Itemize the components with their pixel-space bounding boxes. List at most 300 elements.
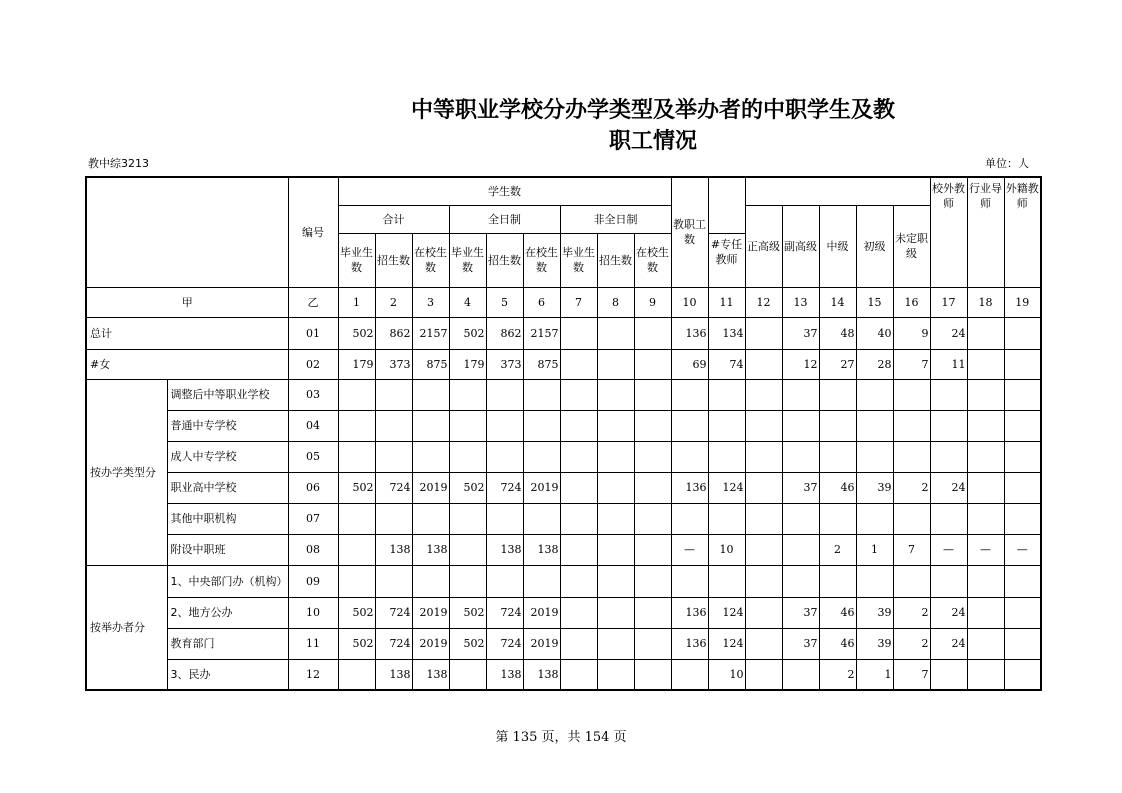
data-cell bbox=[597, 472, 634, 503]
data-cell bbox=[560, 534, 597, 565]
index-cell: 8 bbox=[597, 287, 634, 317]
data-cell bbox=[1004, 349, 1041, 379]
data-cell bbox=[967, 349, 1004, 379]
data-cell: 724 bbox=[375, 472, 412, 503]
data-cell bbox=[745, 410, 782, 441]
group-label: 按举办者分 bbox=[86, 565, 167, 690]
data-cell bbox=[967, 659, 1004, 690]
row-label: 普通中专学校 bbox=[167, 410, 288, 441]
data-cell bbox=[634, 379, 671, 410]
header-junior: 初级 bbox=[856, 205, 893, 287]
row-code: 08 bbox=[288, 534, 338, 565]
data-cell bbox=[412, 410, 449, 441]
row-label: 调整后中等职业学校 bbox=[167, 379, 288, 410]
index-cell: 6 bbox=[523, 287, 560, 317]
data-cell bbox=[671, 441, 708, 472]
data-cell bbox=[967, 565, 1004, 597]
table-row bbox=[86, 628, 1041, 659]
data-cell: 724 bbox=[375, 597, 412, 628]
data-cell: 2019 bbox=[523, 597, 560, 628]
data-cell: 46 bbox=[819, 597, 856, 628]
data-cell bbox=[597, 317, 634, 349]
data-cell bbox=[523, 410, 560, 441]
data-cell bbox=[1004, 379, 1041, 410]
data-cell: 179 bbox=[449, 349, 486, 379]
header-inschool: 在校生数 bbox=[412, 233, 449, 287]
data-cell: 502 bbox=[338, 597, 375, 628]
data-cell: 124 bbox=[708, 628, 745, 659]
header-parttime: 非全日制 bbox=[560, 205, 671, 233]
data-cell bbox=[745, 503, 782, 534]
data-cell bbox=[523, 379, 560, 410]
data-cell bbox=[634, 472, 671, 503]
data-cell bbox=[856, 441, 893, 472]
index-cell: 19 bbox=[1004, 287, 1041, 317]
data-cell bbox=[412, 565, 449, 597]
header-grad: 毕业生数 bbox=[560, 233, 597, 287]
data-cell: 7 bbox=[893, 349, 930, 379]
data-cell: 138 bbox=[486, 534, 523, 565]
header-students: 学生数 bbox=[338, 177, 671, 205]
data-cell: 74 bbox=[708, 349, 745, 379]
data-cell bbox=[856, 379, 893, 410]
data-cell bbox=[560, 349, 597, 379]
data-cell bbox=[708, 379, 745, 410]
index-cell: 15 bbox=[856, 287, 893, 317]
data-cell bbox=[486, 565, 523, 597]
data-cell bbox=[930, 410, 967, 441]
data-cell: 179 bbox=[338, 349, 375, 379]
unit-label: 单位：人 bbox=[985, 157, 1029, 170]
row-label: 总计 bbox=[86, 317, 288, 349]
index-cell: 1 bbox=[338, 287, 375, 317]
data-cell bbox=[671, 503, 708, 534]
data-cell: 24 bbox=[930, 597, 967, 628]
data-cell bbox=[967, 628, 1004, 659]
index-cell: 14 bbox=[819, 287, 856, 317]
data-cell bbox=[597, 659, 634, 690]
data-cell: 24 bbox=[930, 628, 967, 659]
data-cell: 40 bbox=[856, 317, 893, 349]
data-cell bbox=[930, 441, 967, 472]
data-cell bbox=[745, 441, 782, 472]
data-cell bbox=[708, 565, 745, 597]
data-cell bbox=[634, 628, 671, 659]
data-cell bbox=[671, 565, 708, 597]
data-cell bbox=[1004, 472, 1041, 503]
data-cell bbox=[560, 379, 597, 410]
data-cell bbox=[708, 410, 745, 441]
index-cell: 7 bbox=[560, 287, 597, 317]
data-cell bbox=[1004, 565, 1041, 597]
data-cell bbox=[819, 441, 856, 472]
data-cell: 862 bbox=[486, 317, 523, 349]
data-cell bbox=[338, 379, 375, 410]
data-cell bbox=[449, 503, 486, 534]
index-cell: 13 bbox=[782, 287, 819, 317]
header-fulltime-teacher: #专任教师 bbox=[708, 233, 745, 287]
data-cell: 2019 bbox=[412, 597, 449, 628]
data-cell: 502 bbox=[449, 628, 486, 659]
row-label: #女 bbox=[86, 349, 288, 379]
data-cell bbox=[412, 441, 449, 472]
index-cell: 16 bbox=[893, 287, 930, 317]
data-cell bbox=[560, 472, 597, 503]
data-cell bbox=[671, 659, 708, 690]
index-cell: 10 bbox=[671, 287, 708, 317]
header-total: 合计 bbox=[338, 205, 449, 233]
data-cell: 862 bbox=[375, 317, 412, 349]
data-cell: 10 bbox=[708, 659, 745, 690]
header-enroll: 招生数 bbox=[597, 233, 634, 287]
data-cell: 134 bbox=[708, 317, 745, 349]
data-cell bbox=[967, 317, 1004, 349]
data-cell bbox=[745, 379, 782, 410]
table-row bbox=[86, 441, 1041, 472]
table-row bbox=[86, 472, 1041, 503]
data-cell: 2019 bbox=[412, 628, 449, 659]
data-cell: 373 bbox=[375, 349, 412, 379]
header-staff: 教职工数 bbox=[671, 177, 708, 287]
data-cell bbox=[634, 441, 671, 472]
data-cell: 138 bbox=[375, 534, 412, 565]
data-cell bbox=[634, 410, 671, 441]
data-cell: 502 bbox=[338, 317, 375, 349]
data-cell: 502 bbox=[449, 472, 486, 503]
report-title-line1: 中等职业学校分办学类型及举办者的中职学生及教 bbox=[410, 98, 895, 123]
data-cell bbox=[338, 410, 375, 441]
data-cell: 2019 bbox=[523, 472, 560, 503]
data-cell bbox=[375, 565, 412, 597]
data-cell: 2 bbox=[893, 628, 930, 659]
data-cell bbox=[745, 565, 782, 597]
data-cell: 138 bbox=[523, 659, 560, 690]
data-cell bbox=[893, 503, 930, 534]
data-cell bbox=[449, 410, 486, 441]
data-cell bbox=[967, 441, 1004, 472]
data-cell bbox=[375, 379, 412, 410]
data-cell bbox=[560, 659, 597, 690]
data-cell bbox=[819, 565, 856, 597]
data-cell: 39 bbox=[856, 597, 893, 628]
data-cell bbox=[597, 597, 634, 628]
group-label: 按办学类型分 bbox=[86, 379, 167, 565]
data-cell bbox=[745, 472, 782, 503]
data-cell bbox=[486, 410, 523, 441]
data-cell: 138 bbox=[523, 534, 560, 565]
data-cell bbox=[634, 597, 671, 628]
index-cell: 4 bbox=[449, 287, 486, 317]
table-row bbox=[86, 565, 1041, 597]
header-senior: 正高级 bbox=[745, 205, 782, 287]
index-cell: 17 bbox=[930, 287, 967, 317]
header-teacher-blank bbox=[708, 177, 745, 233]
data-cell bbox=[338, 659, 375, 690]
data-cell bbox=[745, 317, 782, 349]
header-blank bbox=[86, 177, 288, 287]
data-cell bbox=[745, 597, 782, 628]
data-cell bbox=[671, 379, 708, 410]
data-cell: 2157 bbox=[412, 317, 449, 349]
data-cell: 875 bbox=[412, 349, 449, 379]
header-foreign: 外籍教师 bbox=[1004, 177, 1041, 287]
data-cell bbox=[560, 597, 597, 628]
data-cell bbox=[634, 503, 671, 534]
data-cell bbox=[819, 410, 856, 441]
row-code: 11 bbox=[288, 628, 338, 659]
row-label: 其他中职机构 bbox=[167, 503, 288, 534]
data-cell: 124 bbox=[708, 472, 745, 503]
data-cell bbox=[338, 441, 375, 472]
data-cell bbox=[893, 565, 930, 597]
data-cell bbox=[782, 534, 819, 565]
data-cell bbox=[597, 565, 634, 597]
table-row bbox=[86, 597, 1041, 628]
data-cell bbox=[745, 349, 782, 379]
data-cell bbox=[375, 410, 412, 441]
data-cell: 9 bbox=[893, 317, 930, 349]
data-cell bbox=[930, 503, 967, 534]
header-middle: 中级 bbox=[819, 205, 856, 287]
data-cell: 37 bbox=[782, 472, 819, 503]
data-cell bbox=[449, 379, 486, 410]
data-cell: 46 bbox=[819, 628, 856, 659]
data-cell: 138 bbox=[412, 534, 449, 565]
header-title-blank bbox=[745, 177, 930, 205]
data-cell bbox=[1004, 410, 1041, 441]
data-cell bbox=[819, 503, 856, 534]
data-cell bbox=[856, 410, 893, 441]
index-row bbox=[86, 287, 1041, 317]
data-cell bbox=[782, 379, 819, 410]
row-code: 03 bbox=[288, 379, 338, 410]
data-cell: 27 bbox=[819, 349, 856, 379]
data-cell bbox=[338, 503, 375, 534]
data-cell: 2 bbox=[893, 597, 930, 628]
data-cell: — bbox=[1004, 534, 1041, 565]
data-cell bbox=[1004, 317, 1041, 349]
data-cell bbox=[375, 503, 412, 534]
data-cell bbox=[560, 503, 597, 534]
data-cell bbox=[782, 503, 819, 534]
table-row bbox=[86, 349, 1041, 379]
data-cell: 2 bbox=[819, 534, 856, 565]
data-cell bbox=[782, 565, 819, 597]
data-cell bbox=[338, 565, 375, 597]
data-cell bbox=[967, 597, 1004, 628]
data-cell bbox=[486, 379, 523, 410]
data-cell: 2019 bbox=[523, 628, 560, 659]
data-cell bbox=[708, 441, 745, 472]
data-cell bbox=[967, 379, 1004, 410]
header-enroll: 招生数 bbox=[375, 233, 412, 287]
data-cell bbox=[449, 441, 486, 472]
index-cell: 12 bbox=[745, 287, 782, 317]
data-cell bbox=[930, 565, 967, 597]
index-cell: 18 bbox=[967, 287, 1004, 317]
data-cell bbox=[560, 565, 597, 597]
data-cell bbox=[486, 441, 523, 472]
data-cell: 2019 bbox=[412, 472, 449, 503]
data-cell: 136 bbox=[671, 628, 708, 659]
data-cell: 502 bbox=[449, 597, 486, 628]
data-cell bbox=[1004, 628, 1041, 659]
row-code: 06 bbox=[288, 472, 338, 503]
table-row bbox=[86, 534, 1041, 565]
data-cell: 37 bbox=[782, 317, 819, 349]
table-row bbox=[86, 503, 1041, 534]
data-cell bbox=[560, 317, 597, 349]
data-cell bbox=[560, 628, 597, 659]
data-cell bbox=[819, 379, 856, 410]
data-cell bbox=[1004, 597, 1041, 628]
row-code: 05 bbox=[288, 441, 338, 472]
header-external: 校外教师 bbox=[930, 177, 967, 287]
data-cell bbox=[597, 628, 634, 659]
data-cell: 39 bbox=[856, 472, 893, 503]
data-cell: 24 bbox=[930, 317, 967, 349]
data-cell: — bbox=[930, 534, 967, 565]
data-cell: 37 bbox=[782, 628, 819, 659]
row-label: 3、民办 bbox=[167, 659, 288, 690]
table-row bbox=[86, 659, 1041, 690]
data-cell bbox=[930, 379, 967, 410]
header-code: 编号 bbox=[288, 177, 338, 287]
data-cell: 724 bbox=[486, 472, 523, 503]
data-cell: 10 bbox=[708, 534, 745, 565]
data-cell bbox=[560, 410, 597, 441]
data-cell bbox=[597, 379, 634, 410]
data-cell bbox=[782, 410, 819, 441]
row-label: 职业高中学校 bbox=[167, 472, 288, 503]
data-cell: 7 bbox=[893, 534, 930, 565]
data-cell: 136 bbox=[671, 317, 708, 349]
data-cell bbox=[893, 441, 930, 472]
data-cell: 136 bbox=[671, 597, 708, 628]
data-cell bbox=[634, 565, 671, 597]
data-cell bbox=[967, 503, 1004, 534]
row-label: 2、地方公办 bbox=[167, 597, 288, 628]
data-cell bbox=[782, 659, 819, 690]
data-cell bbox=[1004, 659, 1041, 690]
index-cell: 3 bbox=[412, 287, 449, 317]
header-industry: 行业导师 bbox=[967, 177, 1004, 287]
row-code: 10 bbox=[288, 597, 338, 628]
data-cell: 136 bbox=[671, 472, 708, 503]
data-cell: 124 bbox=[708, 597, 745, 628]
header-inschool: 在校生数 bbox=[523, 233, 560, 287]
data-cell: 2 bbox=[893, 472, 930, 503]
data-cell bbox=[671, 410, 708, 441]
data-cell bbox=[708, 503, 745, 534]
data-cell: 2 bbox=[819, 659, 856, 690]
data-cell bbox=[634, 534, 671, 565]
data-cell bbox=[449, 659, 486, 690]
data-cell bbox=[745, 659, 782, 690]
data-cell: 875 bbox=[523, 349, 560, 379]
data-cell bbox=[523, 565, 560, 597]
data-cell: 12 bbox=[782, 349, 819, 379]
report-title-line2: 职工情况 bbox=[608, 129, 697, 154]
data-cell bbox=[412, 379, 449, 410]
row-label: 1、中央部门办（机构） bbox=[167, 565, 288, 597]
data-cell bbox=[597, 503, 634, 534]
row-code: 02 bbox=[288, 349, 338, 379]
data-cell bbox=[375, 441, 412, 472]
data-cell: 48 bbox=[819, 317, 856, 349]
data-cell bbox=[967, 410, 1004, 441]
table-row bbox=[86, 317, 1041, 349]
data-cell: — bbox=[671, 534, 708, 565]
data-cell bbox=[634, 659, 671, 690]
row-label: 成人中专学校 bbox=[167, 441, 288, 472]
row-code: 01 bbox=[288, 317, 338, 349]
data-cell: 39 bbox=[856, 628, 893, 659]
index-cell: 11 bbox=[708, 287, 745, 317]
data-cell bbox=[782, 441, 819, 472]
data-cell bbox=[893, 410, 930, 441]
data-cell bbox=[486, 503, 523, 534]
row-label: 附设中职班 bbox=[167, 534, 288, 565]
data-cell: 1 bbox=[856, 659, 893, 690]
data-cell: 24 bbox=[930, 472, 967, 503]
table-row bbox=[86, 410, 1041, 441]
data-cell bbox=[523, 441, 560, 472]
table-code: 教中综3213 bbox=[88, 157, 149, 170]
index-cell: 2 bbox=[375, 287, 412, 317]
data-cell bbox=[1004, 503, 1041, 534]
data-cell: — bbox=[967, 534, 1004, 565]
data-cell bbox=[560, 441, 597, 472]
data-cell bbox=[634, 317, 671, 349]
row-label: 教育部门 bbox=[167, 628, 288, 659]
data-cell bbox=[856, 503, 893, 534]
data-cell bbox=[967, 472, 1004, 503]
data-cell: 11 bbox=[930, 349, 967, 379]
data-cell bbox=[597, 534, 634, 565]
header-vice-senior: 副高级 bbox=[782, 205, 819, 287]
data-cell bbox=[597, 441, 634, 472]
data-cell: 373 bbox=[486, 349, 523, 379]
statistics-table bbox=[85, 176, 1042, 691]
index-cell: 乙 bbox=[288, 287, 338, 317]
page-footer: 第 135 页，共 154 页 bbox=[495, 730, 627, 745]
data-cell: 138 bbox=[375, 659, 412, 690]
data-cell bbox=[893, 379, 930, 410]
data-cell: 37 bbox=[782, 597, 819, 628]
row-code: 04 bbox=[288, 410, 338, 441]
data-cell: 502 bbox=[449, 317, 486, 349]
index-cell: 甲 bbox=[86, 287, 288, 317]
header-undetermined: 未定职级 bbox=[893, 205, 930, 287]
row-code: 12 bbox=[288, 659, 338, 690]
data-cell: 46 bbox=[819, 472, 856, 503]
data-cell bbox=[449, 534, 486, 565]
data-cell bbox=[745, 534, 782, 565]
data-cell bbox=[1004, 441, 1041, 472]
header-fulltime: 全日制 bbox=[449, 205, 560, 233]
row-code: 09 bbox=[288, 565, 338, 597]
data-cell bbox=[338, 534, 375, 565]
data-cell bbox=[449, 565, 486, 597]
header-grad: 毕业生数 bbox=[449, 233, 486, 287]
row-code: 07 bbox=[288, 503, 338, 534]
table-row bbox=[86, 379, 1041, 410]
data-cell: 138 bbox=[412, 659, 449, 690]
data-cell bbox=[523, 503, 560, 534]
data-cell bbox=[634, 349, 671, 379]
data-cell: 724 bbox=[375, 628, 412, 659]
